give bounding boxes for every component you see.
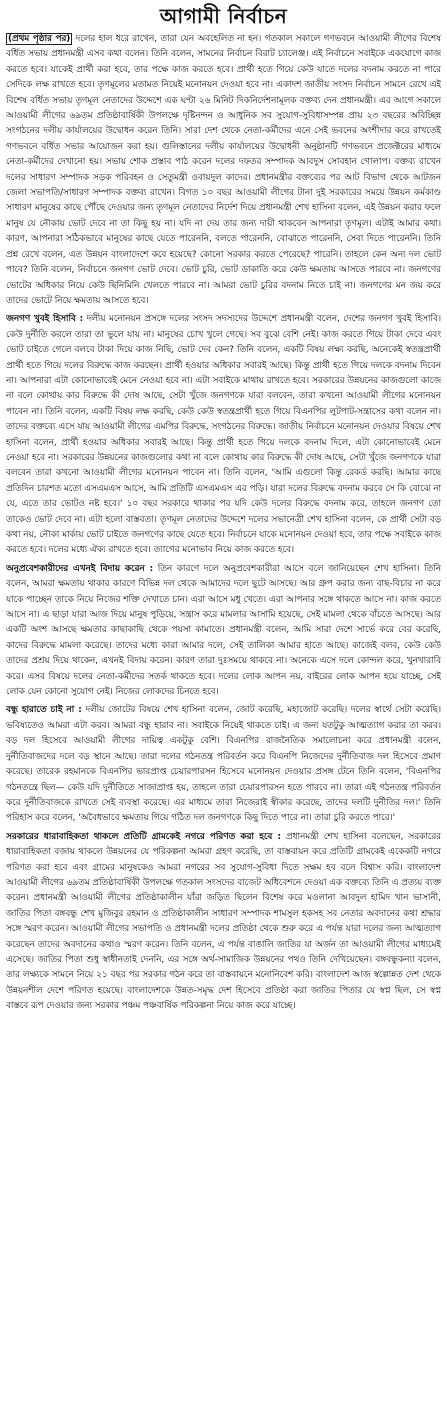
subheading: বন্ধু হারাতে চাই না : <box>6 705 82 716</box>
subheading: জনগণ খুবই হিসাবি : <box>6 314 84 325</box>
article-body <box>6 32 441 1015</box>
continuation-label: (প্রথম পৃষ্ঠার পর) <box>8 34 71 44</box>
paragraph-1 <box>6 32 441 309</box>
subheading: সরকারের ধারাবাহিকতা থাকলে প্রতিটি গ্রামকেই নগরে পরিণত করা হবে : <box>6 831 282 842</box>
subheading: অনুপ্রবেশকারীদের এখনই বিদায় করেন : <box>6 563 154 574</box>
newspaper-article <box>6 2 441 1414</box>
paragraph-4 <box>6 703 441 826</box>
paragraph-3 <box>6 562 441 701</box>
paragraph-text: প্রধানমন্ত্রী শেখ হাসিনা বলেছেন, সরকারের ধারাবাহিকতা বজায় থাকলে উন্নয়নের যে পরিকল্পনা আমরা গ্রহণ করেছি, তা বাস্তবায়ন করে প্রতিটি গ্রামকেই একেকটি নগরে পরিণত করা হবে এবং গ্রামের মানুষকেও আমরা নগরের সব সুযোগ-সুবিধা দিতে সক্ষম হব বলে বিশ্বাস করি। বাংলাদেশ আওয়ামী লীগের ৬৯তম প্রতিষ্ঠাবার্ষিকী উপলক্ষে গতকাল সংসদের বাজেট অধিবেশনে দেওয়া এক বক্তব্যে তিনি এ প্রত্যয় ব্যক্ত করেন। প্রধানমন্ত্রী আওয়ামী লীগের প্রতিষ্ঠাকালীন যাঁরা জড়িত ছিলেন বিশেষ করে মওলানা আবদুল হামিদ খান ভাসানী, জাতির পিতা বঙ্গবন্ধু শেখ মুজিবুর রহমান ও প্রতিষ্ঠাকালীন সাধারণ সম্পাদক শামসুল হকসহ সব নেতার অবদানের কথা শ্রদ্ধার সঙ্গে স্মরণ করেন। আওয়ামী লীগের সভাপতি ও প্রধানমন্ত্রী দলের প্রতিষ্ঠা থেকে শুরু করে এ পর্যন্ত যারা দলের জন্য আত্মত্যাগ করেছেন তাদের অবদানের কথাও স্মরণ করেন। তিনি বলেন, এ পর্যন্ত বাঙালি জাতির যা অর্জন তা আওয়ামী লীগের মাধ্যমেই এসেছে। জাতির পিতা শুধু স্বাধীনতাই দেননি, এর সঙ্গে অর্থ-সামাজিক উন্নয়নের পথও তিনি দেখিয়েছেন। বঙ্গবন্ধুকন্যা বলেন, তার লক্ষ্যকে সামনে নিয়ে ২১ বছর পর সরকার গঠন করে তা বাস্তবায়নে মনোনিবেশ করি। বাংলাদেশ আজ স্বল্পোন্নত দেশ থেকে উন্নয়নশীল দেশে পরিণত হয়েছে। বাংলাদেশকে উন্নত-সমৃদ্ধ দেশ হিসেবে প্রতিষ্ঠা করা জাতির পিতার যে স্বপ্ন ছিল, সে স্বপ্ন বাস্তবে রূপ দেওয়ার জন্য সরকার পঞ্চম পঞ্চবার্ষিক পরিকল্পনা নিয়ে কাজ করে যাচ্ছে। <box>6 831 441 1012</box>
paragraph-text: দলের হাল ধরে রাখেন, তারা যেন অবহেলিত না হন। গতকাল সকালে গণভবনে আওয়ামী লীগের বিশেষ বর্ধিত সভায় প্রধানমন্ত্রী এসব কথা বলেন। তিনি বলেন, সামনের নির্বাচন বিরাট চ্যালেঞ্জ। এই নির্বাচনে সবাইকে একযোগে কাজ করতে হবে। যাকেই প্রার্থী করা হবে, তার পক্ষে কাজ করতে হবে। প্রার্থী হতে গিয়ে কেউ যাতে দলের বদনাম করতে না পারে সেদিকে লক্ষ রাখতে হবে। তৃণমূলের মতামত নিয়েই মনোনয়ন দেওয়া হবে না। একাদশ জাতীয় সংসদ নির্বাচন সামনে রেখে এই বিশেষ বর্ধিত সভায় তৃণমূল নেতাদের উদ্দেশে এক ঘণ্টা ২৬ মিনিট দিকনির্দেশনামূলক বক্তব্য দেন প্রধানমন্ত্রী। এর আগে সকালে আওয়ামী লীগের ৬৯তম প্রতিষ্ঠাবার্ষিকী উপলক্ষে দৃষ্টিনন্দন ও আধুনিক সব সুযোগ-সুবিধাসম্পন্ন প্রায় ২৩ বছরের অবিচ্ছিন্ন সংগঠনের দলীয় কার্যালয়ের উদ্বোধন করেন তিনি। সারা দেশ থেকে নেতা-কর্মীদের এনে সেই ভবনের অংশীদার করে রাখতেই গণভবনে বর্ধিত সভার আয়োজন করা হয়। গুলিস্তানের দলীয় কার্যালয়ের উদ্বোধনী অনুষ্ঠানটি গণভবনে প্রজেক্টরের মাধ্যমে নেতা-কর্মীদের দেখানো হয়। সভায় শোক প্রস্তাব পাঠ করেন দলের দফতর সম্পাদক আবদুস সোবহান গোলাপ। বক্তব্য রাখেন দলের সাধারণ সম্পাদক সড়ক পরিবহন ও সেতুমন্ত্রী ওবায়দুল কাদের। প্রধানমন্ত্রীর বক্তব্যের পর আট বিভাগ থেকে আটজন জেলা সভাপতি/সাধারণ সম্পাদক বক্তব্য রাখেন। বিগত ১০ বছর আওয়ামী লীগের টানা দুই সরকারের সময়ে উন্নয়ন কর্মকাণ্ড সাধারণ মানুষের কাছে পৌঁছে দেওয়ার জন্য তৃণমূল নেতাদের নির্দেশ দিয়ে প্রধানমন্ত্রী শেখ হাসিনা বলেন, এই উন্নয়ন করার ফলে মানুষ যে নৌকায় ভোট দেবে না তা কিছু হয় না। যদি না দেয় তার জন্য দায়ী থাকবেন আপনারা তৃণমূল। এটাই আমার কথা। কারণ, আপনারা সঠিকভাবে মানুষের কাছে যেতে পারেননি, বলতে পারেননি, বোঝাতে পারেননি, সেবা দিতে পারেননি। তিনি প্রশ্ন রেখে বলেন, এত উন্নয়ন বাংলাদেশে কবে হয়েছে? কোনো সরকার করতে পেরেছে? পারেনি। তাহলে কেন অন্য দল ভোট পাবে? তিনি বলেন, নির্বাচনে জনগণ ভোট দেবে। ভোট চুরি, ভোট ডাকাতি করে কেউ ক্ষমতায় আসতে পারবে না। জনগণের ভোটের অধিকার নিয়ে কেউ ছিনিমিনি খেলতে পারবে না। আমরা ভোট চুরির বদনাম নিতে চাই না। জনগণের মন জয় করে তাদের ভোটে নিয়ে ক্ষমতায় আসতে হবে। <box>6 34 441 306</box>
article-headline: আগামী নির্বাচন <box>159 4 288 28</box>
paragraph-text: তিন কারণে দলে অনুপ্রবেশকারীরা আসে বলে জানিয়েছেন শেখ হাসিনা। তিনি বলেন, আমরা ক্ষমতায় থাকার কারণে বিভিন্ন দল থেকে আমাদের দলে ছুটে আসছে। আর গ্রুপ করার জন্য বাছ-বিচার না করে যাকে পাচ্ছেন তাকে নিয়ে নিজের শক্তি দেখাতে চান। এরা আসে মধু খেতে। এরা আপনার সঙ্গে থাকতে আসে না। কাজ করতে আসে না। এ ছাড়া যারা আজ দিয়ে মানুষ পুড়িয়ে, সন্ত্রাস করে মামলার আসামি হয়েছে, সেই মামলা থেকে বাঁচতে আসছে। আর একটি অংশ আসছে ক্ষমতার কাছাকাছি থেকে পয়সা কামাতে। প্রধানমন্ত্রী বলেন, আমি সারা দেশে সার্ভে করে বের করেছি, কাদের বিরুদ্ধে মামলা করেছে। তাদের মধ্যে কারা আমার দলে, সেই তালিকা আমার হাতে আছে। কাজেই বলব, কেউ কেউ তাদের প্রশ্রয় দিয়ে থাকেন, এখনই বিদায় করেন। কারণ তারা দুঃসময়ে থাকবে না। অনেকে এসে দলে কোন্দল করে, খুনখারাবি করে। এসব বিষয়ে দলের নেতা-কর্মীদের সতর্ক থাকতে হবে। দলের লোক আপন নয়, বাইরের লোক আপন হয়ে যাচ্ছে, সেই লোক যেন কোনো সুযোগ নেই। নিজের লোকদের চিনতে হবে। <box>6 563 441 698</box>
paragraph-text: দলীয় মনোনয়ন প্রসঙ্গে দলের সংসদ সদস্যদের উদ্দেশে প্রধানমন্ত্রী বলেন, দেশের জনগণ খুবই হিসাবি। কেউ দুর্নীতি করলে তারা তা ভুলে যায় না। মানুষের চোখ খুলে গেছে। সব বুঝে বেশি নেই। কাজ করতে গিয়ে টাকা দেবে এবং ভোট চাইতে গেলে বলবে টাকা দিয়ে কাজ নিছি, ভোট দেব কেন? তিনি বলেন, একটি বিষয় লক্ষ্য করছি, অনেকেই স্বতন্ত্রপ্রার্থী প্রার্থী হতে গিয়ে দলের বিরুদ্ধে কাজ করছেন। প্রার্থী হওয়ার অধিকার সবারই আছে। কিন্তু প্রার্থী হতে গিয়ে দলকে বদনাম দিবেন না। আপনারা এটা কোনোভাবেই মেনে নেওয়া হবে না। এটা সবাইকে মাথায় রাখতে হবে। সরকারের উন্নয়নের কাজগুলো কাজে না বলে কোথায় কার বিরুদ্ধে কী দোষ আছে, সেটা খুঁজে জনগণকে যারা বলবেন, তারা কখনো আওয়ামী লীগের মনোনয়ন পাবেন না। তিনি বলেন, একটি বিষয় লক্ষ করছি, কেউ কেউ স্বতন্ত্রপ্রার্থী হতে গিয়ে বিএনপির লুটপাট-সন্ত্রাসের কথা বলেন না। তাদের বক্তব্যে এসে যায় আওয়ামী লীগের এমপির বিরুদ্ধে, সংগঠনের বিরুদ্ধে। জাতীয় নির্বাচনে মনোনয়ন দেওয়ার বিষয়ে শেখ হাসিনা বলেন, প্রার্থী হওয়ার অধিকার সবারই আছে। কিন্তু প্রার্থী হতে গিয়ে দলকে বদনাম দিলে, এটা কোনোভাবেই মেনে নেওয়া হবে না। সরকারের উন্নয়নের কাজগুলোর কথা না বলে কোথায় কার বিরুদ্ধে কী দোষ আছে, সেটা খুঁজে জনগণকে যারা বলবেন তারা কখনো আওয়ামী লীগের মনোনয়ন পাবেন না। তিনি বলেন, 'আমি এগুলো কিন্তু রেকর্ড করছি। আমার কাছে প্রতিদিন চারশত মতো এসএমএস আসে, আমি প্রতিটি এসএমএস এর পড়ি। যারা দলের বিরুদ্ধে বদনাম করবে সে কি বোঝে না যে, এতে তার ভোটও নষ্ট হবে।' ১০ বছর সরকারে থাকার পর যদি কেউ দলের বিরুদ্ধে বদনাম করে, তাহলে জনগণ তো তাকেও ভোট দেবে না। এটা হলো বাস্তবতা। তৃণমূল নেতাদের উদ্দেশে দলের সভানেত্রী শেখ হাসিনা বলেন, কে প্রার্থী সেটা বড় কথা নয়, নৌকা মার্কায় ভোট চাইতে জনগণের কাছে যেতে হবে। নির্বাচনে যাকে মনোনয়ন দেওয়া হবে, তার পক্ষে সবাইকে কাজ করতে হবে। দলের মধ্যে ঐক্য রাখতে হবে। ত্যাগের মনোভাব নিয়ে কাজ করতে হবে। <box>6 314 441 556</box>
paragraph-5 <box>6 830 441 1015</box>
paragraph-2 <box>6 312 441 559</box>
paragraph-text: দলীয় জোটের বিষয়ে শেখ হাসিনা বলেন, জোট করেছি, মহাজোট করেছি। দলের স্বার্থে সেটা করেছি। ভবিষ্যতেও আমরা এটা করব। আমরা বন্ধু হারাব না। সবাইকে নিয়েই থাকতে চাই। এ জন্য যতটুকু আত্মত্যাগ করার তা করব। বড় দল হিসেবে আওয়ামী লীগের দায়িত্ব একটুকু বেশি। বিএনপির রাজনৈতিক সমালোচনা করে প্রধানমন্ত্রী বলেন, দুর্নীতিবাজদের দলে বড় স্থানে আছে। তারা দলের গঠনতন্ত্র পরিবর্তন করে বিএনপি নিজেদের দুর্নীতিবাজ দল হিসেবে প্রমাণ করেছে। তারেক রহমানকে বিএনপির ভারপ্রাপ্ত চেয়ারপারসন হিসেবে মনোনয়ন দেওয়ার প্রসঙ্গ টেনে তিনি বলেন, 'বিএনপির গঠনতন্ত্রে ছিল— কেউ যদি দুর্নীতিতে সাজাপ্রাপ্ত হয়, তাহলে তারা চেয়ারপারসন হতে পারবে না। তারা এই গঠনতন্ত্র পরিবর্তন করে দুর্নীতিবাজকে রাখতে সেই ব্যবস্থা করেছে। এর মাধ্যমে তারা নিজেরাই স্বীকার করেছে, তাদের দলটি দুর্নীতির দল।' তিনি পরিহাস করে বলেন, 'অবৈধভাবে ক্ষমতায় গিয়ে গঠিত দল জনগণকে কিছু দিতে পারে না। তারা চুরি করতে পারে।' <box>6 705 441 824</box>
